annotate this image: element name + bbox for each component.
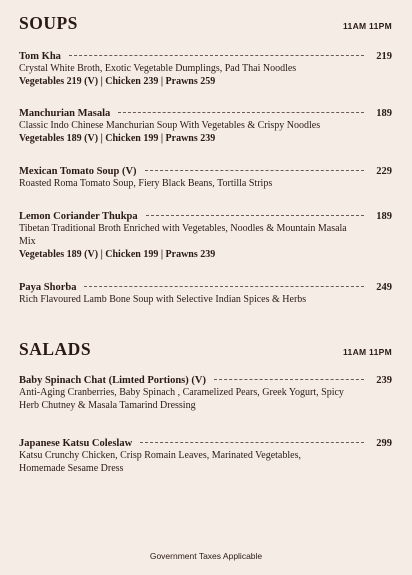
item-price: 229 [376, 166, 392, 177]
salads-header [19, 339, 392, 360]
soups-hours: 11AM 11PM [342, 21, 392, 31]
menu-item-japanese-katsu-coleslaw [19, 438, 392, 475]
item-description: Crystal White Broth, Exotic Vegetable Dumplings, Pad Thai Noodles [19, 63, 297, 74]
item-name: Mexican Tomato Soup (V) [19, 166, 137, 177]
dotted-leader [84, 286, 364, 287]
soups-header [19, 13, 392, 34]
item-price: 189 [376, 108, 392, 119]
menu-item-lemon-coriander-thukpa [19, 211, 392, 261]
item-variants: Vegetables 189 (V) | Chicken 199 | Prawns 239 [19, 249, 216, 260]
item-name: Japanese Katsu Coleslaw [19, 438, 133, 449]
item-name: Manchurian Masala [19, 108, 111, 119]
item-description: Rich Flavoured Lamb Bone Soup with Selective Indian Spices & Herbs [19, 294, 307, 305]
menu-item-manchurian-masala [19, 108, 392, 145]
section-title-soups: SOUPS [19, 13, 78, 33]
item-variants: Vegetables 189 (V) | Chicken 199 | Prawns 239 [19, 133, 216, 144]
item-price: 219 [376, 51, 392, 62]
menu-item-baby-spinach-chat [19, 375, 392, 412]
item-description: Katsu Crunchy Chicken, Crisp Romain Leaves, Marinated Vegetables, Homemade Sesame Dress [19, 450, 301, 474]
item-price: 239 [376, 375, 392, 386]
dotted-leader [140, 442, 364, 443]
dotted-leader [145, 170, 365, 171]
item-name: Lemon Coriander Thukpa [19, 211, 138, 222]
tax-note: Government Taxes Applicable [149, 551, 263, 561]
menu-item-paya-shorba [19, 282, 392, 306]
item-price: 299 [376, 438, 392, 449]
item-description: Classic Indo Chinese Manchurian Soup With Vegetables & Crispy Noodles [19, 120, 321, 131]
item-description: Anti-Aging Cranberries, Baby Spinach , Caramelized Pears, Greek Yogurt, Spicy Herb Chutney & Masala Tamarind Dressing [19, 387, 344, 411]
menu-item-mexican-tomato-soup [19, 166, 392, 190]
item-price: 189 [376, 211, 392, 222]
salads-hours: 11AM 11PM [342, 347, 392, 357]
dotted-leader [146, 215, 365, 216]
dotted-leader [214, 379, 364, 380]
item-name: Baby Spinach Chat (Limted Portions) (V) [19, 375, 206, 386]
item-description: Roasted Roma Tomato Soup, Fiery Black Beans, Tortilla Strips [19, 178, 273, 189]
item-name: Paya Shorba [19, 282, 77, 293]
dotted-leader [118, 112, 364, 113]
section-title-salads: SALADS [19, 339, 92, 359]
item-name: Tom Kha [19, 51, 61, 62]
item-variants: Vegetables 219 (V) | Chicken 239 | Prawns 259 [19, 76, 216, 87]
dotted-leader [69, 55, 364, 56]
item-price: 249 [376, 282, 392, 293]
item-description: Tibetan Traditional Broth Enriched with Vegetables, Noodles & Mountain Masala Mix [19, 223, 347, 247]
menu-item-tom-kha [19, 51, 392, 88]
